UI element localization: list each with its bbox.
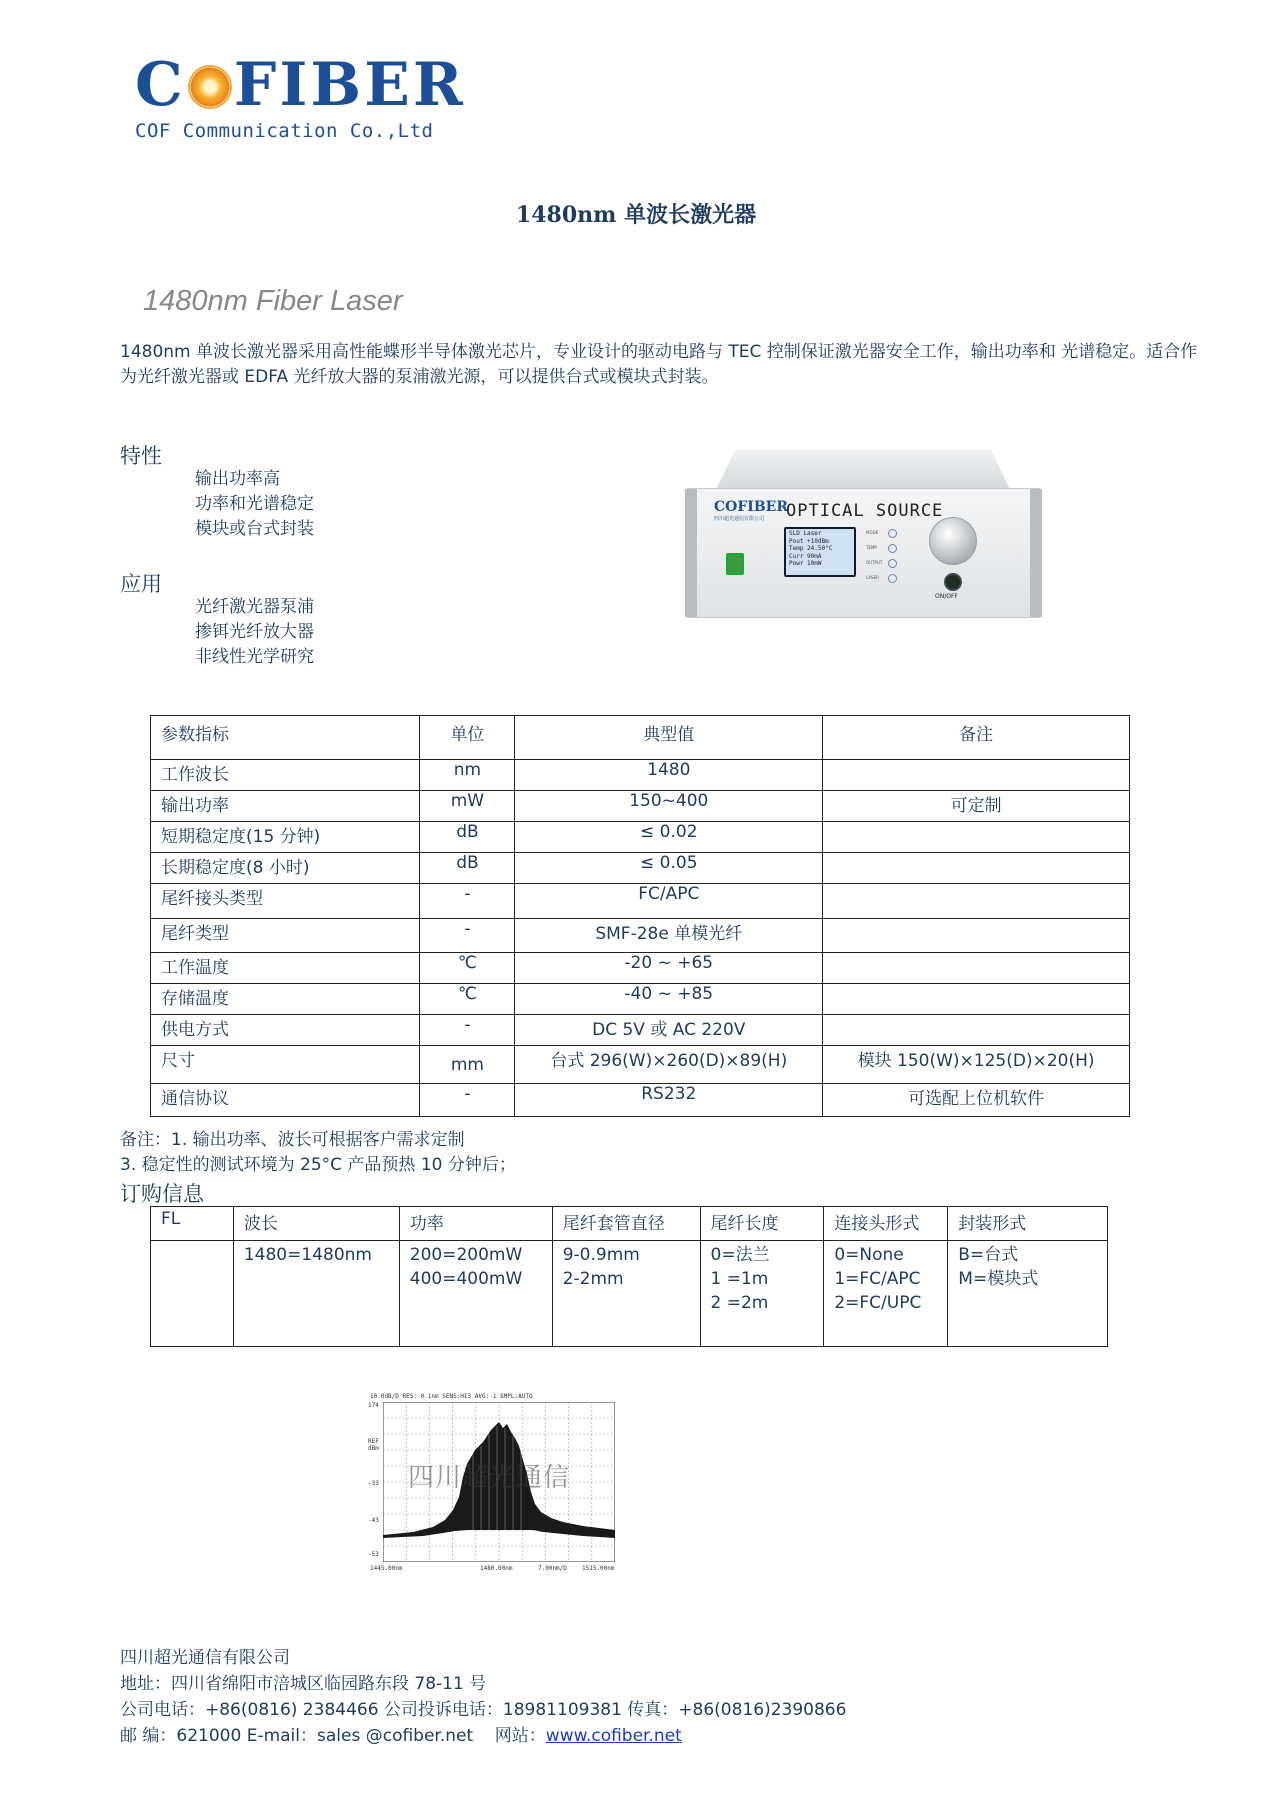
table-cell: 输出功率: [151, 791, 420, 822]
header-cell: 尾纤套管直径: [552, 1207, 700, 1241]
y-tick-label: -43: [368, 1517, 379, 1524]
table-cell: 1480: [515, 760, 823, 791]
device-name: OPTICAL SOURCE: [786, 501, 944, 521]
table-cell: 尾纤接头类型: [151, 884, 420, 919]
table-row: [151, 919, 1130, 953]
table-cell: 尺寸: [151, 1046, 420, 1084]
table-cell: 200=200mW 400=400mW: [399, 1241, 552, 1347]
table-row: [151, 953, 1130, 984]
header-cell: 单位: [420, 716, 515, 760]
y-tick-label: dBm: [368, 1445, 379, 1452]
table-cell: nm: [420, 760, 515, 791]
table-cell: 150~400: [515, 791, 823, 822]
table-cell: [823, 953, 1130, 984]
list-item: 输出功率高: [195, 469, 280, 489]
features-list: [195, 467, 314, 542]
footer-address: 地址：四川省绵阳市涪城区临园路东段 78-11 号: [120, 1674, 487, 1694]
device-handle-left: [685, 489, 697, 617]
header-cell: 备注: [823, 716, 1130, 760]
y-tick-label: 174: [368, 1402, 379, 1409]
applications-list: [195, 595, 314, 670]
table-cell: 通信协议: [151, 1084, 420, 1117]
features-heading: 特性: [120, 444, 162, 468]
table-row: [151, 1015, 1130, 1046]
note-line: 备注：1. 输出功率、波长可根据客户需求定制: [120, 1130, 465, 1150]
table-row: [151, 1241, 1108, 1347]
watermark: 四川超光通信: [408, 1463, 571, 1493]
table-cell: -: [420, 919, 515, 953]
table-cell: 0=None 1=FC/APC 2=FC/UPC: [824, 1241, 948, 1347]
table-header-row: [151, 1207, 1108, 1241]
x-tick-label: 1515.00nm: [582, 1565, 615, 1572]
table-cell: [823, 1015, 1130, 1046]
table-cell: -: [420, 1015, 515, 1046]
footer: [120, 1645, 846, 1749]
table-cell: [823, 760, 1130, 791]
table-cell: 1480=1480nm: [233, 1241, 399, 1347]
table-row: [151, 1084, 1130, 1117]
header-cell: 波长: [233, 1207, 399, 1241]
list-item: 掺铒光纤放大器: [195, 622, 314, 642]
company-logo: [135, 52, 465, 142]
spectrum-image: [368, 1393, 620, 1575]
footer-phones: 公司电话：+86(0816) 2384466 公司投诉电话：18981109381 传真：+86(0816)2390866: [120, 1700, 847, 1720]
table-cell: 工作波长: [151, 760, 420, 791]
table-cell: 台式 296(W)×260(D)×89(H): [515, 1046, 823, 1084]
table-cell: 可定制: [823, 791, 1130, 822]
page-title: 1480nm 单波长激光器: [515, 202, 757, 228]
list-item: 非线性光学研究: [195, 647, 314, 667]
table-header-row: [151, 716, 1130, 760]
table-cell: [823, 984, 1130, 1015]
header-cell: 连接头形式: [824, 1207, 948, 1241]
power-label: ON/OFF: [935, 593, 958, 600]
key-switch-icon: [726, 553, 744, 575]
device-handle-right: [1030, 489, 1042, 617]
led-icon: [888, 559, 897, 568]
order-heading: 订购信息: [120, 1182, 204, 1206]
table-cell: [823, 822, 1130, 853]
applications-heading: 应用: [120, 572, 162, 596]
table-row: [151, 822, 1130, 853]
header-cell: FL: [151, 1207, 234, 1241]
logo-subtitle: COF Communication Co.,Ltd: [135, 120, 434, 142]
y-tick-label: -33: [368, 1480, 379, 1487]
table-cell: dB: [420, 822, 515, 853]
device-led-column: MODE TEMP OUTPUT LASER: [866, 529, 897, 589]
logo-brand: C FIBER: [135, 50, 466, 120]
table-cell: 模块 150(W)×125(D)×20(H): [823, 1046, 1130, 1084]
table-cell: ≤ 0.05: [515, 853, 823, 884]
table-cell: [823, 853, 1130, 884]
power-button-icon: [944, 573, 962, 591]
header-cell: 参数指标: [151, 716, 420, 760]
x-tick-label: 1445.00nm: [370, 1565, 403, 1572]
note-line: 3. 稳定性的测试环境为 25°C 产品预热 10 分钟后；: [120, 1155, 516, 1175]
device-logo: COFIBER 四川超光通信有限公司: [714, 499, 788, 522]
table-cell: SMF-28e 单模光纤: [515, 919, 823, 953]
device-lcd: SLD Laser Pout +10dBm Temp 24.50°C Curr 90mA Powr 10mW: [784, 527, 856, 577]
sun-logo-icon: [188, 65, 232, 109]
order-table: [150, 1206, 1108, 1347]
table-cell: ≤ 0.02: [515, 822, 823, 853]
table-row: [151, 984, 1130, 1015]
spec-table: [150, 715, 1130, 1117]
y-tick-label: -53: [368, 1551, 379, 1558]
intro-paragraph: 1480nm 单波长激光器采用高性能蝶形半导体激光芯片，专业设计的驱动电路与 TEC 控制保证激光器安全工作，输出功率和 光谱稳定。适合作为光纤激光器或 EDFA 光纤放大器的泵浦激光源，可以提供台式或模块式封装。: [120, 342, 1198, 387]
table-cell: -20 ~ +65: [515, 953, 823, 984]
table-cell: -40 ~ +85: [515, 984, 823, 1015]
list-item: 光纤激光器泵浦: [195, 597, 314, 617]
footer-contact: 邮 编：621000 E-mail：sales @cofiber.net 网站：www.cofiber.net: [120, 1726, 682, 1746]
list-item: 功率和光谱稳定: [195, 494, 314, 514]
table-cell: dB: [420, 853, 515, 884]
table-cell: FC/APC: [515, 884, 823, 919]
table-cell: RS232: [515, 1084, 823, 1117]
footer-company: 四川超光通信有限公司: [120, 1648, 290, 1668]
header-cell: 典型值: [515, 716, 823, 760]
table-cell: DC 5V 或 AC 220V: [515, 1015, 823, 1046]
table-cell: 短期稳定度(15 分钟): [151, 822, 420, 853]
table-cell: 尾纤类型: [151, 919, 420, 953]
table-row: [151, 1046, 1130, 1084]
device-front-panel: [685, 488, 1042, 618]
header-cell: 封装形式: [948, 1207, 1108, 1241]
led-icon: [888, 544, 897, 553]
table-row: [151, 884, 1130, 919]
table-cell: [823, 884, 1130, 919]
led-icon: [888, 529, 897, 538]
table-cell: ℃: [420, 984, 515, 1015]
table-cell: mm: [420, 1046, 515, 1084]
x-tick-label: 1480.00nm: [480, 1565, 513, 1572]
table-cell: B=台式 M=模块式: [948, 1241, 1108, 1347]
table-cell: 9-0.9mm 2-2mm: [552, 1241, 700, 1347]
list-item: 模块或台式封装: [195, 519, 314, 539]
table-row: [151, 853, 1130, 884]
header-cell: 尾纤长度: [700, 1207, 824, 1241]
table-cell: mW: [420, 791, 515, 822]
device-photo: [685, 450, 1040, 622]
x-tick-label: 7.00nm/D: [538, 1565, 567, 1572]
device-top: [703, 450, 1023, 490]
y-tick-label: REF: [368, 1438, 379, 1445]
notes: [120, 1128, 516, 1178]
table-cell: 供电方式: [151, 1015, 420, 1046]
table-cell: 0=法兰 1 =1m 2 =2m: [700, 1241, 824, 1347]
table-cell: ℃: [420, 953, 515, 984]
table-cell: 工作温度: [151, 953, 420, 984]
header-cell: 功率: [399, 1207, 552, 1241]
table-cell: 长期稳定度(8 小时): [151, 853, 420, 884]
table-cell: -: [420, 1084, 515, 1117]
table-cell: 存储温度: [151, 984, 420, 1015]
table-cell: -: [420, 884, 515, 919]
led-icon: [888, 574, 897, 583]
table-cell: [151, 1241, 234, 1347]
website-link[interactable]: www.cofiber.net: [545, 1726, 682, 1746]
table-cell: [823, 919, 1130, 953]
spectrum-header: 10.0dB/D RES: 0.1nm SENS:HI3 AVG: 1 SMPL:AUTO: [370, 1393, 533, 1400]
table-row: [151, 760, 1130, 791]
knob-icon: [929, 517, 977, 565]
table-row: [151, 791, 1130, 822]
table-cell: 可选配上位机软件: [823, 1084, 1130, 1117]
english-title: 1480nm Fiber Laser: [143, 285, 403, 317]
